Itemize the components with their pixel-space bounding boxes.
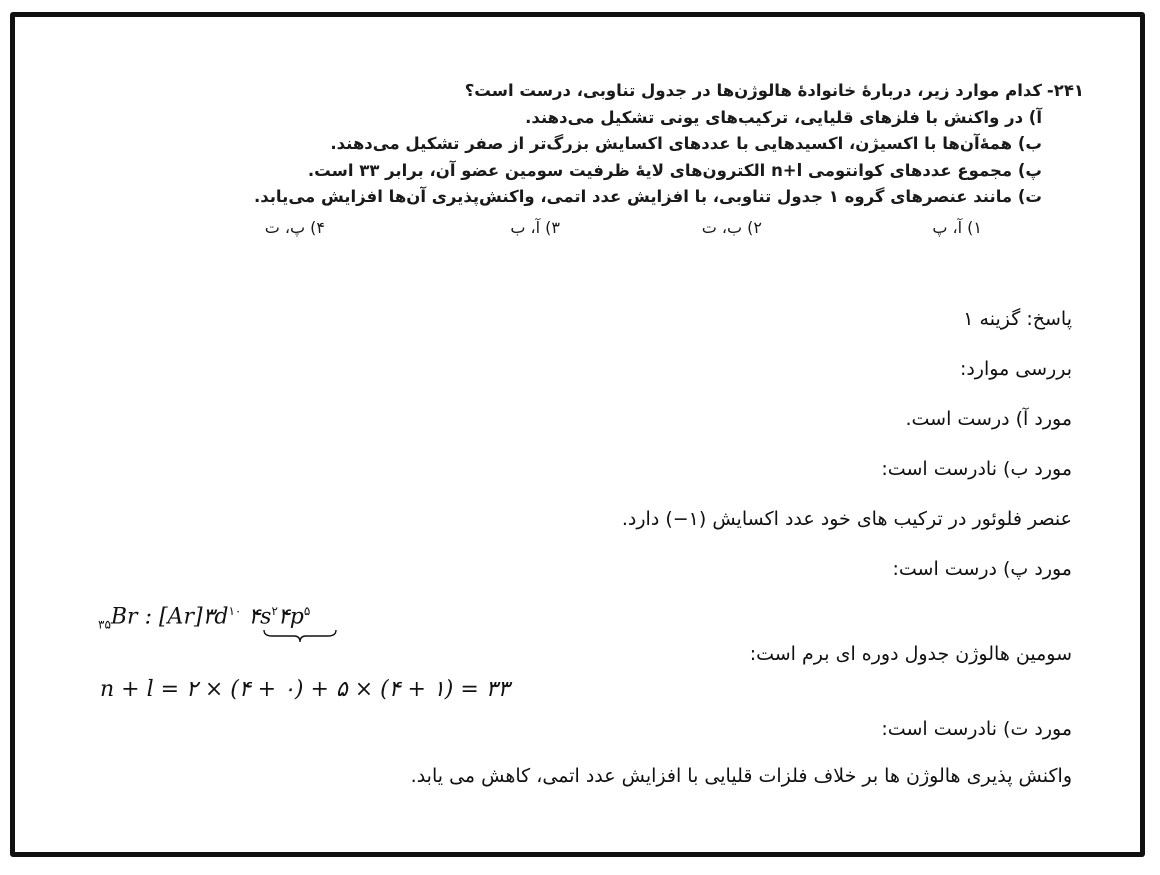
config-p-exponent: ۵ bbox=[303, 604, 311, 618]
question-item-p: پ) مجموع عددهای کوانتومی n+l الکترون‌های لایهٔ ظرفیت سومین عضو آن، برابر ۳۳ است. bbox=[307, 160, 1042, 180]
answer-item-b-reason: عنصر فلوئور در ترکیب های خود عدد اکسایش (۱−) دارد. bbox=[621, 508, 1072, 530]
config-p: ۴p bbox=[277, 604, 304, 630]
option-4: ۴) پ، ت bbox=[264, 218, 325, 237]
answer-item-a: مورد آ) درست است. bbox=[905, 408, 1072, 430]
config-s: ۴s bbox=[248, 604, 272, 630]
config-s-exponent: ۲ bbox=[271, 604, 278, 618]
answer-item-p: مورد پ) درست است: bbox=[892, 558, 1072, 580]
answer-item-b: مورد ب) نادرست است: bbox=[881, 458, 1072, 480]
answer-item-t-reason: واکنش پذیری هالوژن ها بر خلاف فلزات قلیایی با افزایش عدد اتمی، کاهش می یابد. bbox=[410, 765, 1072, 787]
atomic-number: ۳۵ bbox=[98, 617, 111, 632]
option-2: ۲) ب، ت bbox=[701, 218, 762, 237]
question-item-t: ت) مانند عنصرهای گروه ۱ جدول تناوبی، با افزایش عدد اتمی، واکنش‌پذیری آن‌ها افزایش می‌یابد. bbox=[253, 187, 1042, 206]
question-number: ۲۴۱- bbox=[1046, 81, 1084, 100]
option-3: ۳) آ، ب bbox=[510, 218, 560, 237]
answer-item-p-reason: سومین هالوژن جدول دوره ای برم است: bbox=[749, 643, 1072, 665]
option-1: ۱) آ، پ bbox=[932, 218, 982, 237]
answer-review-heading: بررسی موارد: bbox=[959, 358, 1072, 380]
valence-underbrace bbox=[262, 628, 338, 644]
question-block bbox=[222, 78, 1042, 211]
question-item-a: آ) در واکنش با فلزهای قلیایی، ترکیب‌های یونی تشکیل می‌دهند. bbox=[525, 107, 1042, 127]
config-core: Br : [Ar]۳d bbox=[110, 604, 229, 630]
answer-item-t: مورد ت) نادرست است: bbox=[881, 718, 1072, 740]
question-stem: کدام موارد زیر، دربارهٔ خانوادهٔ هالوژن‌ها در جدول تناوبی، درست است؟ bbox=[464, 81, 1042, 100]
config-d-exponent: ۱۰ bbox=[228, 604, 242, 618]
answer-title: پاسخ: گزینه ۱ bbox=[963, 308, 1072, 330]
quantum-number-sum: n + l = ۲ × (۴ + ۰) + ۵ × (۴ + ۱) = ۳۳ bbox=[100, 677, 510, 702]
question-item-b: ب) همهٔ‌آن‌ها با اکسیژن، اکسیدهایی با عددهای اکسایش بزرگ‌تر از صفر تشکیل می‌دهند. bbox=[330, 134, 1042, 153]
